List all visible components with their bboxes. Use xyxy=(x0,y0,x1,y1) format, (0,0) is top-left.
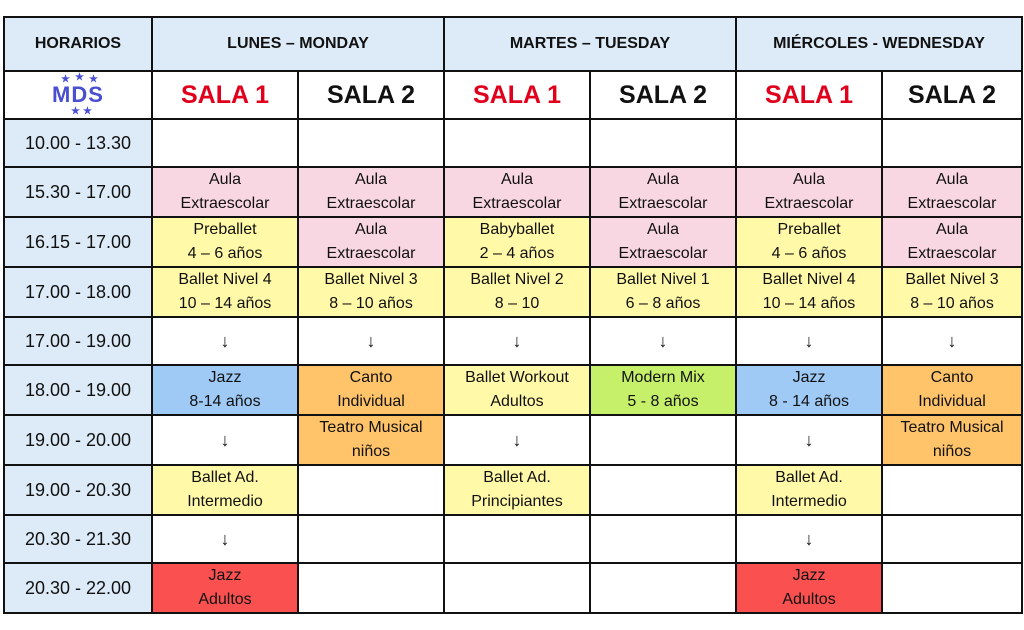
class-cell xyxy=(152,415,298,465)
class-cell xyxy=(590,365,736,415)
schedule-row xyxy=(4,365,1022,415)
header-day-monday: LUNES – MONDAY xyxy=(152,17,444,71)
class-cell xyxy=(882,119,1022,167)
class-cell xyxy=(590,317,736,365)
class-cell xyxy=(736,167,882,217)
class-cell xyxy=(736,365,882,415)
time-slot: 19.00 - 20.30 xyxy=(4,465,152,515)
star-icon: ★ xyxy=(71,106,80,117)
class-detail: 4 – 6 años xyxy=(187,245,263,262)
class-detail: Intermedio xyxy=(771,493,847,510)
class-detail: 10 – 14 años xyxy=(762,295,856,312)
class-name: Jazz xyxy=(208,369,242,386)
class-detail: 8 – 10 años xyxy=(910,295,994,312)
schedule-table xyxy=(3,16,1023,614)
class-detail: niños xyxy=(932,443,972,460)
class-cell xyxy=(152,167,298,217)
time-slot: 10.00 - 13.30 xyxy=(4,119,152,167)
sala-header: SALA 1 xyxy=(736,71,882,119)
star-icon: ★ xyxy=(75,72,84,83)
star-icon: ★ xyxy=(61,74,70,85)
class-cell xyxy=(882,465,1022,515)
class-cell xyxy=(736,317,882,365)
time-slot: 20.30 - 22.00 xyxy=(4,563,152,613)
class-cell xyxy=(590,515,736,563)
class-cell xyxy=(298,119,444,167)
time-slot: 17.00 - 19.00 xyxy=(4,317,152,365)
class-detail: 8-14 años xyxy=(189,393,261,410)
class-cell xyxy=(882,365,1022,415)
sala-header: SALA 2 xyxy=(882,71,1022,119)
class-cell xyxy=(152,267,298,317)
class-name: Ballet Workout xyxy=(465,369,569,386)
class-detail: Adultos xyxy=(782,591,836,608)
class-detail: Extraescolar xyxy=(618,245,708,262)
class-cell xyxy=(152,465,298,515)
class-detail: 6 – 8 años xyxy=(625,295,701,312)
time-slot: 20.30 - 21.30 xyxy=(4,515,152,563)
class-name: Canto xyxy=(349,369,393,386)
class-cell xyxy=(736,267,882,317)
class-cell xyxy=(152,515,298,563)
class-name: Ballet Nivel 3 xyxy=(324,271,418,288)
sala-row xyxy=(4,71,1022,119)
schedule-row xyxy=(4,317,1022,365)
arrow-down-icon: ↓ xyxy=(220,529,230,549)
class-detail: Extraescolar xyxy=(764,195,854,212)
arrow-down-icon: ↓ xyxy=(804,430,814,450)
arrow-down-icon: ↓ xyxy=(366,331,376,351)
class-name: Preballet xyxy=(193,221,257,238)
class-cell xyxy=(590,167,736,217)
schedule-row xyxy=(4,119,1022,167)
class-name: Jazz xyxy=(792,369,826,386)
class-detail: 10 – 14 años xyxy=(178,295,272,312)
class-name: Jazz xyxy=(792,567,826,584)
class-cell xyxy=(152,365,298,415)
class-cell xyxy=(444,217,590,267)
class-name: Ballet Nivel 3 xyxy=(905,271,999,288)
class-cell xyxy=(590,267,736,317)
class-cell xyxy=(736,563,882,613)
class-cell xyxy=(444,317,590,365)
class-cell xyxy=(590,415,736,465)
schedule-row xyxy=(4,415,1022,465)
class-cell xyxy=(152,217,298,267)
class-name: Aula xyxy=(936,221,969,238)
class-cell xyxy=(882,217,1022,267)
class-name: Aula xyxy=(354,221,388,238)
class-cell xyxy=(882,415,1022,465)
class-detail: 8 – 10 años xyxy=(329,295,413,312)
time-slot: 19.00 - 20.00 xyxy=(4,415,152,465)
class-name: Ballet Nivel 1 xyxy=(616,271,710,288)
class-cell xyxy=(298,563,444,613)
class-name: Ballet Nivel 2 xyxy=(470,271,564,288)
class-detail: Individual xyxy=(918,393,986,410)
class-cell xyxy=(882,563,1022,613)
arrow-down-icon: ↓ xyxy=(512,430,522,450)
arrow-down-icon: ↓ xyxy=(220,430,230,450)
class-cell xyxy=(298,515,444,563)
time-slot: 15.30 - 17.00 xyxy=(4,167,152,217)
class-cell xyxy=(736,217,882,267)
class-detail: Extraescolar xyxy=(907,195,997,212)
class-name: Teatro Musical xyxy=(900,419,1004,436)
class-detail: 2 – 4 años xyxy=(479,245,555,262)
class-cell xyxy=(444,119,590,167)
header-day-wednesday: MIÉRCOLES - WEDNESDAY xyxy=(736,17,1022,71)
class-cell xyxy=(298,167,444,217)
arrow-down-icon: ↓ xyxy=(804,331,814,351)
class-detail: 8 – 10 xyxy=(494,295,540,312)
class-name: Ballet Ad. xyxy=(775,469,843,486)
class-cell xyxy=(298,415,444,465)
arrow-down-icon: ↓ xyxy=(220,331,230,351)
class-detail: 5 - 8 años xyxy=(627,393,699,410)
logo-text: MDS xyxy=(52,82,104,107)
class-name: Aula xyxy=(646,171,680,188)
class-name: Jazz xyxy=(208,567,242,584)
class-detail: Extraescolar xyxy=(618,195,708,212)
arrow-down-icon: ↓ xyxy=(947,331,957,351)
class-detail: Extraescolar xyxy=(326,195,416,212)
class-name: Babyballet xyxy=(479,221,555,238)
header-day-tuesday: MARTES – TUESDAY xyxy=(444,17,736,71)
class-cell xyxy=(882,167,1022,217)
class-cell xyxy=(444,415,590,465)
class-cell xyxy=(298,217,444,267)
schedule-row xyxy=(4,217,1022,267)
header-horarios: HORARIOS xyxy=(4,17,152,71)
class-name: Canto xyxy=(930,369,974,386)
class-cell xyxy=(444,267,590,317)
class-detail: Principiantes xyxy=(471,493,563,510)
class-cell xyxy=(882,515,1022,563)
class-name: Ballet Ad. xyxy=(483,469,551,486)
star-icon: ★ xyxy=(83,106,92,117)
class-cell xyxy=(882,267,1022,317)
class-detail: Extraescolar xyxy=(326,245,416,262)
schedule-row xyxy=(4,563,1022,613)
sala-header: SALA 1 xyxy=(444,71,590,119)
class-name: Ballet Nivel 4 xyxy=(178,271,272,288)
sala-header: SALA 2 xyxy=(298,71,444,119)
class-cell xyxy=(590,119,736,167)
class-detail: Adultos xyxy=(198,591,252,608)
arrow-down-icon: ↓ xyxy=(658,331,668,351)
time-slot: 18.00 - 19.00 xyxy=(4,365,152,415)
schedule-row xyxy=(4,465,1022,515)
arrow-down-icon: ↓ xyxy=(512,331,522,351)
time-slot: 16.15 - 17.00 xyxy=(4,217,152,267)
class-name: Teatro Musical xyxy=(319,419,423,436)
time-slot: 17.00 - 18.00 xyxy=(4,267,152,317)
class-name: Aula xyxy=(936,171,969,188)
class-cell xyxy=(152,317,298,365)
class-name: Aula xyxy=(500,171,534,188)
class-cell xyxy=(590,563,736,613)
class-cell xyxy=(152,119,298,167)
class-cell xyxy=(590,217,736,267)
class-name: Aula xyxy=(208,171,242,188)
class-cell xyxy=(444,365,590,415)
class-detail: Extraescolar xyxy=(180,195,270,212)
class-cell xyxy=(736,415,882,465)
class-cell xyxy=(298,465,444,515)
mds-logo xyxy=(4,71,152,119)
class-cell xyxy=(444,167,590,217)
arrow-down-icon: ↓ xyxy=(804,529,814,549)
class-name: Modern Mix xyxy=(621,369,705,386)
class-detail: Intermedio xyxy=(187,493,263,510)
class-cell xyxy=(444,465,590,515)
class-name: Ballet Nivel 4 xyxy=(762,271,856,288)
class-cell xyxy=(736,515,882,563)
class-cell xyxy=(444,563,590,613)
class-cell xyxy=(882,317,1022,365)
schedule-row xyxy=(4,515,1022,563)
class-name: Ballet Ad. xyxy=(191,469,259,486)
class-cell xyxy=(298,267,444,317)
class-name: Aula xyxy=(646,221,680,238)
class-cell xyxy=(590,465,736,515)
class-detail: 8 - 14 años xyxy=(768,393,850,410)
class-detail: Extraescolar xyxy=(907,245,997,262)
class-name: Preballet xyxy=(777,221,841,238)
class-name: Aula xyxy=(793,171,826,188)
sala-header: SALA 1 xyxy=(152,71,298,119)
class-detail: niños xyxy=(351,443,391,460)
class-cell xyxy=(298,317,444,365)
class-detail: Extraescolar xyxy=(472,195,562,212)
class-cell xyxy=(736,119,882,167)
schedule-row xyxy=(4,267,1022,317)
class-cell xyxy=(152,563,298,613)
class-cell xyxy=(298,365,444,415)
class-cell xyxy=(444,515,590,563)
sala-header: SALA 2 xyxy=(590,71,736,119)
class-detail: Adultos xyxy=(490,393,544,410)
class-detail: 4 – 6 años xyxy=(771,245,847,262)
class-cell xyxy=(736,465,882,515)
class-name: Aula xyxy=(354,171,388,188)
star-icon: ★ xyxy=(89,74,98,85)
class-detail: Individual xyxy=(337,393,405,410)
schedule-row xyxy=(4,167,1022,217)
